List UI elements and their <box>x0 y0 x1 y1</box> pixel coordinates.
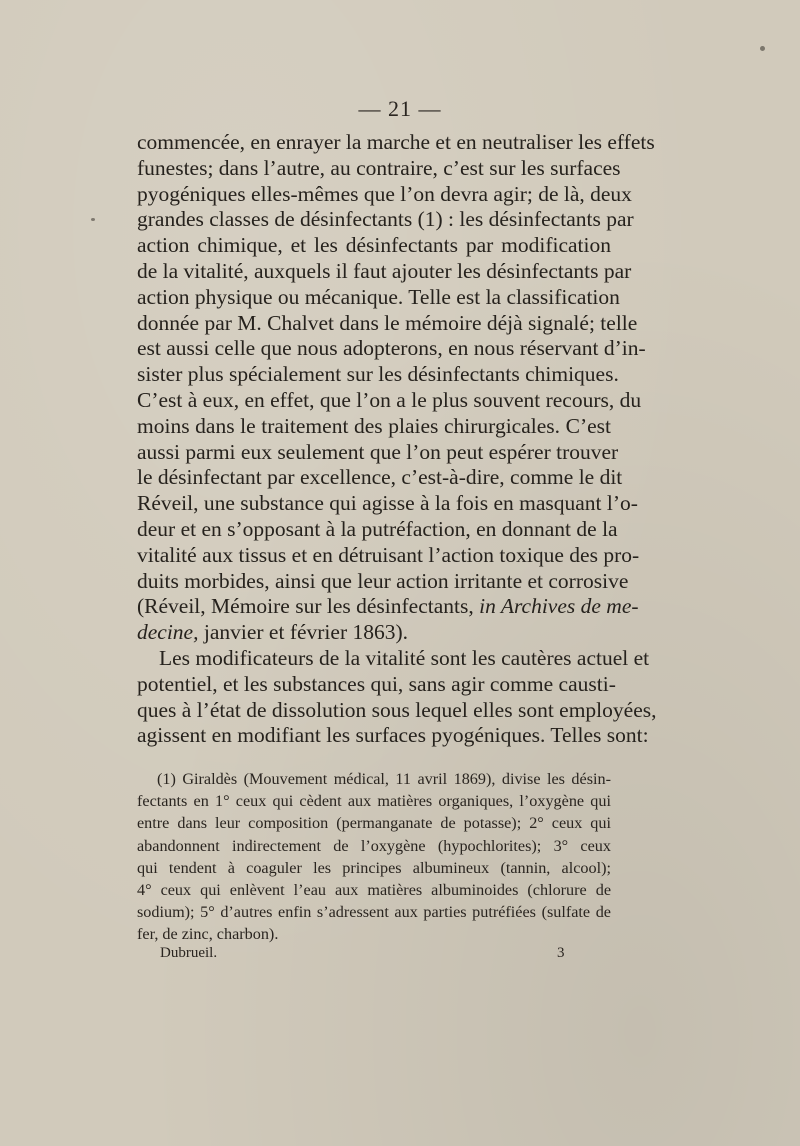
ink-spot <box>91 218 95 221</box>
footnote <box>137 768 611 946</box>
citation-italic: decine, <box>137 620 199 645</box>
body-line: est aussi celle que nous adopterons, en nous réservant d’in- <box>137 336 646 361</box>
body-line: Réveil, une substance qui agisse à la fois en masquant l’o- <box>137 491 638 516</box>
body-line: pyogéniques elles-mêmes que l’on devra agir; de là, deux <box>137 181 632 206</box>
body-line: deur et en s’opposant à la putréfaction, en donnant de la <box>137 516 618 541</box>
body-text <box>137 130 657 749</box>
body-line: vitalité aux tissus et en détruisant l’action toxique des pro- <box>137 542 640 567</box>
footnote-line: qui tendent à coaguler les principes albumineux (tannin, alcool); <box>137 858 611 877</box>
body-line: le désinfectant par excellence, c’est-à-dire, comme le dit <box>137 465 623 490</box>
body-line: de la vitalité, auxquels il faut ajouter les désinfectants par <box>137 258 632 283</box>
body-line: duits morbides, ainsi que leur action irritante et corrosive <box>137 568 629 593</box>
footnote-line: fer, de zinc, charbon). <box>137 925 279 944</box>
footnote-line: sodium); 5° d’autres enfin s’adressent aux parties putréfiées (sulfate de <box>137 903 611 922</box>
footnote-line: (1) Giraldès (Mouvement médical, 11 avril 1869), divise les désin- <box>157 770 611 788</box>
body-line: commencée, en enrayer la marche et en neutraliser les effets <box>137 130 655 154</box>
body-line: agissent en modifiant les surfaces pyogéniques. Telles sont: <box>137 723 649 748</box>
body-line: action chimique, et les désinfectants par modification <box>137 233 611 258</box>
body-line: aussi parmi eux seulement que l’on peut espérer trouver <box>137 439 619 464</box>
body-line: potentiel, et les substances qui, sans agir comme causti- <box>137 671 616 696</box>
citation-italic: in Archives de me- <box>479 594 639 619</box>
footnote-line: 4° ceux qui enlèvent l’eau aux matières albuminoides (chlorure de <box>137 880 611 899</box>
citation-date: janvier et février 1863). <box>203 620 409 645</box>
sheet-number: 3 <box>557 945 565 961</box>
ink-spot <box>760 46 765 51</box>
body-line: sister plus spécialement sur les désinfectants chimiques. <box>137 362 619 387</box>
citation-text: (Réveil, Mémoire sur les désinfectants, <box>137 594 480 619</box>
body-line: donnée par M. Chalvet dans le mémoire déjà signalé; telle <box>137 310 638 335</box>
body-line: action physique ou mécanique. Telle est la classification <box>137 284 620 309</box>
footnote-line: entre dans leur composition (permanganate de potasse); 2° ceux qui <box>137 814 611 833</box>
footnote-line: fectants en 1° ceux qui cèdent aux matières organiques, l’oxygène qui <box>137 792 611 811</box>
body-line-citation-end <box>137 620 611 646</box>
body-line: Les modificateurs de la vitalité sont les cautères actuel et <box>159 645 650 670</box>
body-line: funestes; dans l’autre, au contraire, c’est sur les surfaces <box>137 155 621 180</box>
body-line: C’est à eux, en effet, que l’on a le plus souvent recours, du <box>137 387 642 412</box>
body-line: grandes classes de désinfectants (1) : les désinfectants par <box>137 207 634 232</box>
body-line-citation <box>137 594 639 620</box>
body-line: ques à l’état de dissolution sous lequel elles sont employées, <box>137 697 657 722</box>
footnote-line: abandonnent indirectement de l’oxygène (hypochlorites); 3° ceux <box>137 836 611 855</box>
page-number: — 21 — <box>358 96 442 121</box>
signature-mark: Dubrueil. <box>160 945 218 961</box>
body-line: moins dans le traitement des plaies chirurgicales. C’est <box>137 413 611 438</box>
